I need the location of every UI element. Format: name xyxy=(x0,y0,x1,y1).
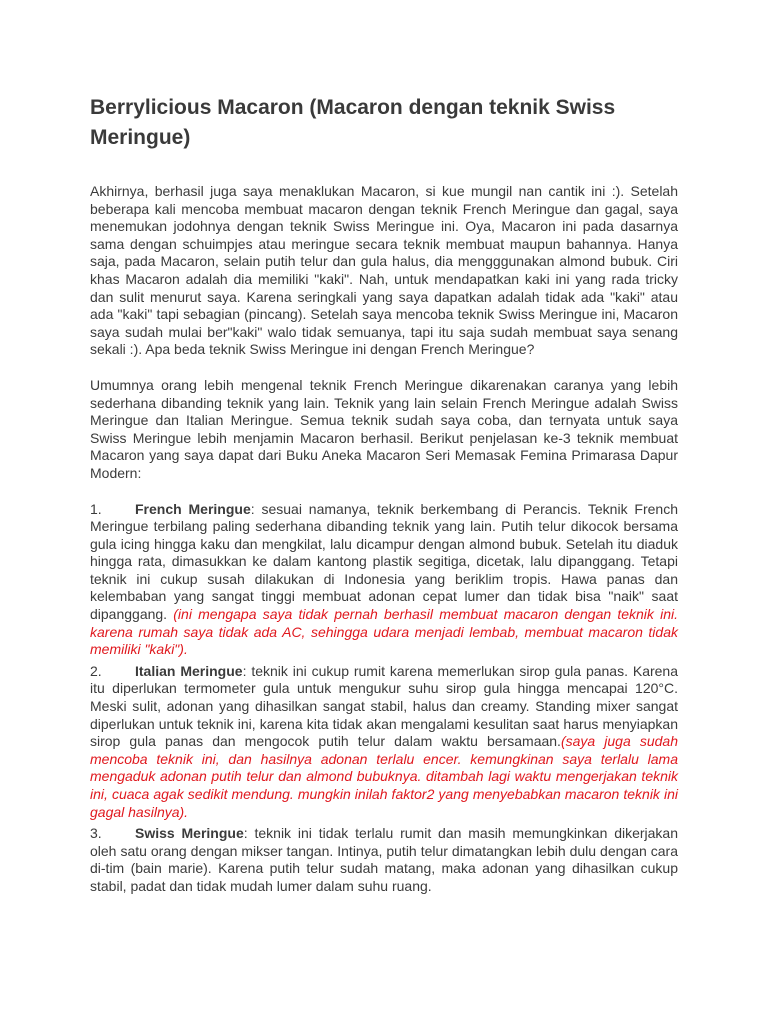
list-number: 1. xyxy=(90,500,102,517)
author-note: (ini mengapa saya tidak pernah berhasil membuat macaron dengan teknik ini. karena rumah saya tidak ada AC, sehingga udara menjadi lembab, membuat macaron tidak memiliki "kaki"). xyxy=(90,606,678,658)
list-number: 2. xyxy=(90,662,102,679)
author-note: (saya juga sudah mencoba teknik ini, dan hasilnya adonan terlalu encer. kemungkinan saya terlalu lama mengaduk adonan putih telur dan almond bubuknya. ditambah lagi waktu mengerjakan teknik ini, cuaca agak sedikit mendung. mungkin inilah faktor2 yang menyebabkan macaron teknik ini gagal hasilnya). xyxy=(90,733,678,820)
techniques-intro-paragraph: Umumnya orang lebih mengenal teknik French Meringue dikarenakan caranya yang lebih sederhana dibanding teknik yang lain. Teknik yang lain selain French Meringue adalah Swiss Meringue dan Italian Meringue. Semua teknik sudah saya coba, dan ternyata untuk saya Swiss Meringue lebih menjamin Macaron berhasil. Berikut penjelasan ke-3 teknik membuat Macaron yang saya dapat dari Buku Aneka Macaron Seri Memasak Femina Primarasa Dapur Modern: xyxy=(90,376,678,481)
list-text: : teknik ini tidak terlalu rumit dan masih memungkinkan dikerjakan oleh satu orang dengan mikser tangan. Intinya, putih telur dimatangkan lebih dulu dengan cara di-tim (bain marie). Karena putih telur sudah matang, maka adonan yang dihasilkan cukup stabil, padat dan tidak mudah lumer dalam suhu ruang. xyxy=(90,825,679,894)
list-term: French Meringue xyxy=(135,500,251,517)
list-item-french-meringue xyxy=(90,501,678,659)
article-title: Berrylicious Macaron (Macaron dengan teknik Swiss Meringue) xyxy=(90,96,616,149)
list-text: : teknik ini cukup rumit karena memerlukan sirop gula panas. Karena itu diperlukan termometer gula untuk mengukur suhu sirop gula hingga mencapai 120°C. Meski sulit, adonan yang dihasilkan sangat stabil, halus dan creamy. Standing mixer sangat diperlukan untuk teknik ini, karena kita tidak akan mengalami kesulitan saat harus menyiapkan sirop gula panas dan mengocok putih telur dalam waktu bersamaan. xyxy=(90,662,678,750)
list-term: Italian Meringue xyxy=(135,662,243,679)
list-item-italian-meringue xyxy=(90,663,678,821)
list-item-swiss-meringue xyxy=(90,825,678,895)
list-term: Swiss Meringue xyxy=(135,825,244,842)
list-number: 3. xyxy=(90,825,102,842)
list-text: : sesuai namanya, teknik berkembang di Perancis. Teknik French Meringue terbilang paling sederhana dibanding teknik yang lain. Putih telur dikocok bersama gula icing hingga kaku dan mengkilat, lalu dicampur dengan almond bubuk. Setelah itu diaduk hingga rata, dimasukkan ke dalam kantong plastik segitiga, dicetak, lalu dipanggang. Tetapi teknik ini cukup susah dilakukan di Indonesia yang beriklim tropis. Hawa panas dan kelembaban yang sangat tinggi membuat adonan cepat lumer dan tidak bisa "naik" saat dipanggang. xyxy=(90,500,678,623)
intro-paragraph: Akhirnya, berhasil juga saya menaklukan Macaron, si kue mungil nan cantik ini :). Setelah beberapa kali mencoba membuat macaron dengan teknik French Meringue dan gagal, saya menemukan jodohnya dengan teknik Swiss Meringue ini. Oya, Macaron ini pada dasarnya sama dengan schuimpjes atau meringue secara teknik membuat maupun bahannya. Hanya saja, pada Macaron, selain putih telur dan gula halus, dia mengggunakan almond bubuk. Ciri khas Macaron adalah dia memiliki "kaki". Nah, untuk mendapatkan kaki ini yang rada tricky dan sulit menurut saya. Karena seringkali yang saya dapatkan adalah tidak ada "kaki" atau ada "kaki" tapi sebagian (pincang). Setelah saya mencoba teknik Swiss Meringue ini, Macaron saya sudah mulai ber"kaki" walo tidak semuanya, tapi itu saja sudah membuat saya senang sekali :). Apa beda teknik Swiss Meringue ini dengan French Meringue? xyxy=(90,183,678,358)
